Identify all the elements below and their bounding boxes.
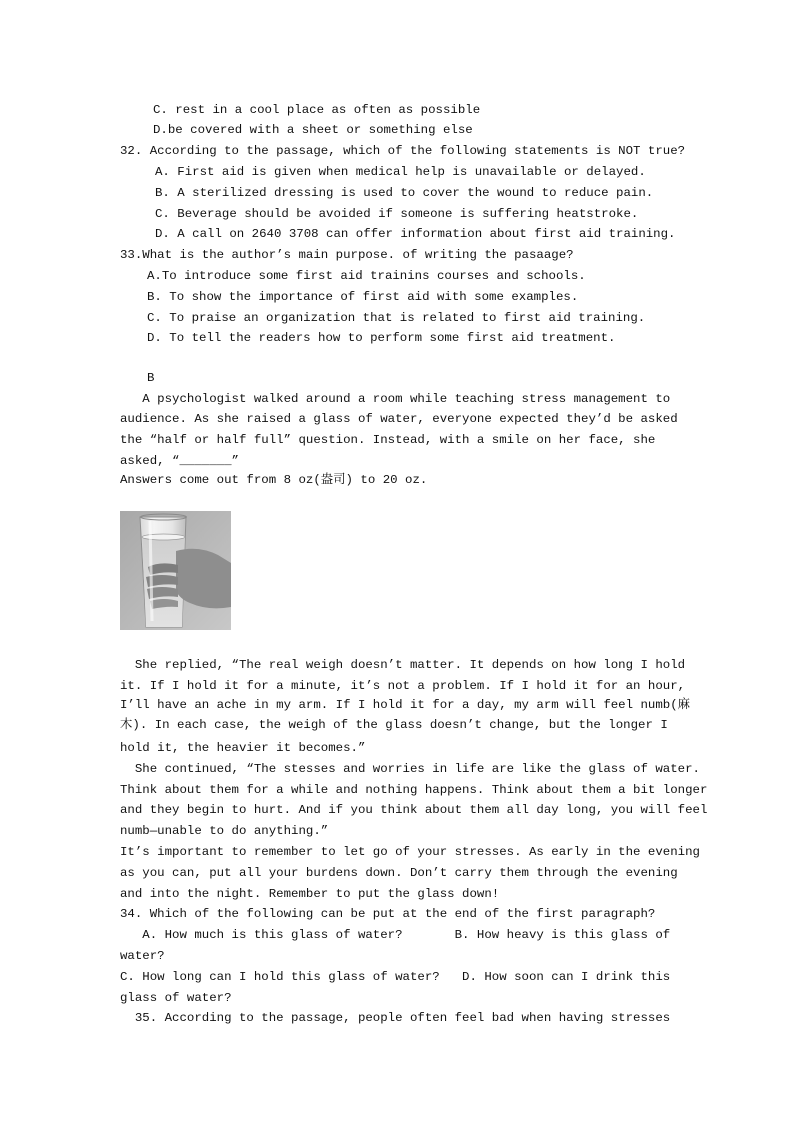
passage-b-heading: B xyxy=(147,371,155,385)
q32-option-d: D. A call on 2640 3708 can offer information about first aid training. xyxy=(155,227,676,241)
passage-b-p3-line: numb—unable to do anything.” xyxy=(120,824,329,838)
passage-b-p2-line: She replied, “The real weigh doesn’t matter. It depends on how long I hold xyxy=(120,658,686,672)
q33-option-d: D. To tell the readers how to perform some first aid treatment. xyxy=(147,331,616,345)
q32-option-b: B. A sterilized dressing is used to cover the wound to reduce pain. xyxy=(155,186,654,200)
passage-b-p2-line: 木). In each case, the weigh of the glass doesn’t change, but the longer I xyxy=(120,718,668,732)
q32-option-a: A. First aid is given when medical help is unavailable or delayed. xyxy=(155,165,646,179)
q33-stem: 33.What is the author’s main purpose. of writing the pasaage? xyxy=(120,248,574,262)
q33-option-c: C. To praise an organization that is related to first aid training. xyxy=(147,311,646,325)
passage-b-p2-line: I’ll have an ache in my arm. If I hold it for a day, my arm will feel numb(麻 xyxy=(120,698,691,712)
passage-b-p4-line: as you can, put all your burdens down. Don’t carry them through the evening xyxy=(120,866,678,880)
passage-b-p2-line: it. If I hold it for a minute, it’s not a problem. If I hold it for an hour, xyxy=(120,679,686,693)
q34-options-line: glass of water? xyxy=(120,991,232,1005)
q35-stem: 35. According to the passage, people often feel bad when having stresses xyxy=(120,1011,671,1025)
q34-stem: 34. Which of the following can be put at the end of the first paragraph? xyxy=(120,907,656,921)
q33-option-a: A.To introduce some first aid trainins courses and schools. xyxy=(147,269,586,283)
passage-b-p1-line: Answers come out from 8 oz(盎司) to 20 oz. xyxy=(120,473,428,487)
glass-of-water-image xyxy=(120,511,231,630)
q33-option-b: B. To show the importance of first aid with some examples. xyxy=(147,290,579,304)
passage-b-p3-line: She continued, “The stesses and worries in life are like the glass of water. xyxy=(120,762,700,776)
passage-b-p1-line: A psychologist walked around a room while teaching stress management to xyxy=(120,392,671,406)
passage-b-p1-line: audience. As she raised a glass of water, everyone expected they’d be asked xyxy=(120,412,678,426)
q31-option-d: D.be covered with a sheet or something else xyxy=(153,123,473,137)
q32-stem: 32. According to the passage, which of the following statements is NOT true? xyxy=(120,144,686,158)
passage-b-p4-line: It’s important to remember to let go of your stresses. As early in the evening xyxy=(120,845,700,859)
passage-b-p3-line: and they begin to hurt. And if you think about them all day long, you will feel xyxy=(120,803,708,817)
passage-b-p2-line: hold it, the heavier it becomes.” xyxy=(120,741,366,755)
passage-b-p1-line: the “half or half full” question. Instead, with a smile on her face, she xyxy=(120,433,656,447)
passage-b-p1-line: asked, “_______” xyxy=(120,454,239,468)
passage-b-p4-line: and into the night. Remember to put the glass down! xyxy=(120,887,500,901)
q34-options-line: water? xyxy=(120,949,165,963)
q32-option-c: C. Beverage should be avoided if someone is suffering heatstroke. xyxy=(155,207,639,221)
passage-b-p3-line: Think about them for a while and nothing happens. Think about them a bit longer xyxy=(120,783,708,797)
glass-of-water-photo xyxy=(120,511,231,630)
q34-options-line: C. How long can I hold this glass of water? D. How soon can I drink this xyxy=(120,970,671,984)
q34-options-line: A. How much is this glass of water? B. How heavy is this glass of xyxy=(120,928,671,942)
q31-option-c: C. rest in a cool place as often as possible xyxy=(153,103,481,117)
